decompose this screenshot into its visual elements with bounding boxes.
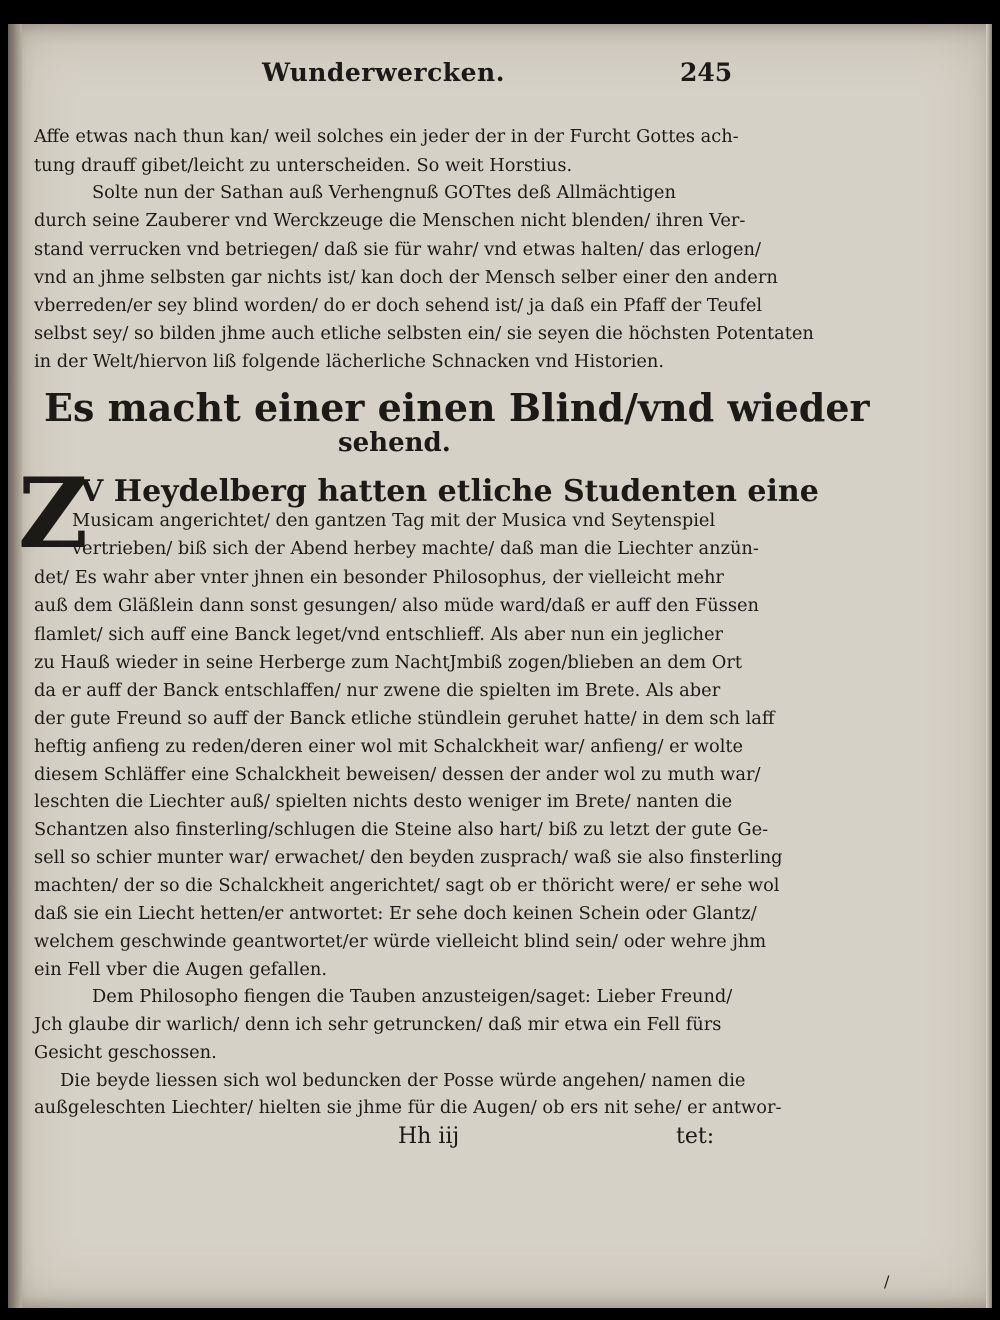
- body-line: Affe etwas nach thun kan/ weil solches ein jeder der in der Furcht Gottes ach-: [34, 126, 739, 147]
- body-line: Die beyde liessen sich wol beduncken der Posse würde angehen/ namen die: [60, 1070, 746, 1091]
- body-line: det/ Es wahr aber vnter jhnen ein besonder Philosophus, der vielleicht mehr: [34, 567, 724, 588]
- body-line: Solte nun der Sathan auß Verhengnuß GOTtes deß Allmächtigen: [92, 182, 676, 203]
- body-line: leschten die Liechter auß/ spielten nichts desto weniger im Brete/ nanten die: [34, 791, 733, 812]
- body-line: Jch glaube dir warlich/ denn ich sehr getruncken/ daß mir etwa ein Fell fürs: [34, 1014, 722, 1035]
- signature-mark: Hh iij: [398, 1124, 460, 1149]
- body-line: außgeleschten Liechter/ hielten sie jhme für die Augen/ ob ers nit sehe/ er antwor-: [34, 1097, 782, 1118]
- section-heading-continuation: sehend.: [338, 428, 451, 458]
- body-line: zu Hauß wieder in seine Herberge zum NachtJmbiß zogen/blieben an dem Ort: [34, 652, 742, 673]
- body-line: durch seine Zauberer vnd Werckzeuge die Menschen nicht blenden/ ihren Ver-: [34, 210, 746, 231]
- body-line: heftig anfieng zu reden/deren einer wol mit Schalckheit war/ anfieng/ er wolte: [34, 736, 744, 757]
- body-line: ein Fell vber die Augen gefallen.: [34, 959, 327, 980]
- body-line: Dem Philosopho fiengen die Tauben anzusteigen/saget: Lieber Freund/: [92, 986, 733, 1007]
- body-line: der gute Freund so auff der Banck etliche stündlein geruhet hatte/ in dem sch laff: [34, 708, 775, 729]
- body-line: da er auff der Banck entschlaffen/ nur zwene die spielten im Brete. Als aber: [34, 680, 721, 701]
- body-line: selbst sey/ so bilden jhme auch etliche selbsten ein/ sie seyen die höchsten Potentaten: [34, 323, 814, 344]
- section-heading: Es macht einer einen Blind/vnd wieder: [44, 385, 870, 430]
- margin-mark: /: [884, 1272, 890, 1291]
- opening-line: V Heydelberg hatten etliche Studenten eine: [80, 474, 819, 509]
- body-line: Schantzen also finsterling/schlugen die Steine also hart/ biß zu letzt der gute Ge-: [34, 819, 769, 840]
- body-line: Gesicht geschossen.: [34, 1042, 217, 1063]
- body-line: stand verrucken vnd betriegen/ daß sie für wahr/ vnd etwas halten/ das erlogen/: [34, 239, 761, 260]
- body-line: vertrieben/ biß sich der Abend herbey machte/ daß man die Liechter anzün-: [72, 538, 759, 559]
- body-line: in der Welt/hiervon liß folgende lächerliche Schnacken vnd Historien.: [34, 351, 665, 372]
- body-line: tung drauff gibet/leicht zu unterscheiden. So weit Horstius.: [34, 155, 573, 176]
- body-line: welchem geschwinde geantwortet/er würde vielleicht blind sein/ oder wehre jhm: [34, 931, 767, 952]
- body-line: auß dem Gläßlein dann sonst gesungen/ also müde ward/daß er auff den Füssen: [34, 595, 759, 616]
- running-title: Wunderwercken.: [262, 58, 505, 87]
- body-line: vnd an jhme selbsten gar nichts ist/ kan doch der Mensch selber einer den andern: [34, 267, 778, 288]
- body-line: machten/ der so die Schalckheit angerichtet/ sagt ob er thöricht were/ er sehe wol: [34, 875, 780, 896]
- page-number: 245: [680, 58, 733, 87]
- body-line: flamlet/ sich auff eine Banck leget/vnd entschlieff. Als aber nun ein jeglicher: [34, 624, 724, 645]
- body-line: vberreden/er sey blind worden/ do er doch sehend ist/ ja daß ein Pfaff der Teufel: [34, 295, 763, 316]
- body-line: sell so schier munter war/ erwachet/ den beyden zusprach/ waß sie also finsterling: [34, 847, 783, 868]
- body-line: daß sie ein Liecht hetten/er antwortet: Er sehe doch keinen Schein oder Glantz/: [34, 903, 757, 924]
- body-line: diesem Schläffer eine Schalckheit beweisen/ dessen der ander wol zu muth war/: [34, 764, 761, 785]
- drop-cap: Z: [18, 457, 89, 570]
- catchword: tet:: [676, 1124, 715, 1149]
- body-line: Musicam angerichtet/ den gantzen Tag mit der Musica vnd Seytenspiel: [72, 510, 716, 531]
- page-edge: [986, 24, 992, 1308]
- binding-shadow: [8, 24, 22, 1308]
